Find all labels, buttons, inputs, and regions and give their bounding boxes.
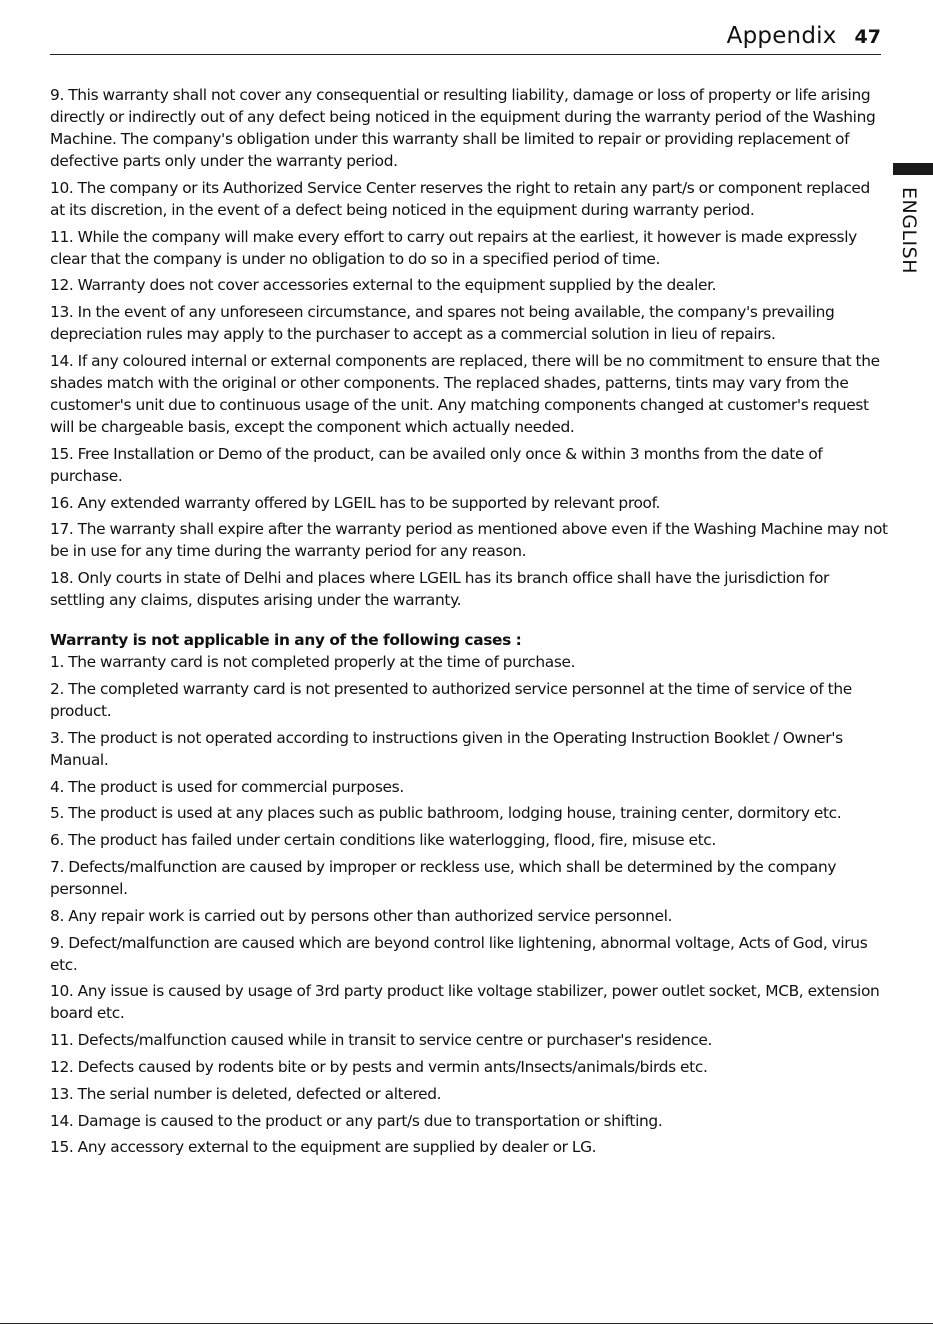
exclusion-item: 15. Any accessory external to the equipment are supplied by dealer or LG. (50, 1138, 597, 1157)
exclusion-item: 2. The completed warranty card is not presented to authorized service personnel at the time of service of the product. (50, 679, 852, 720)
warranty-terms-list (50, 84, 888, 611)
exclusions-heading: Warranty is not applicable in any of the following cases : (50, 631, 522, 650)
exclusion-item: 12. Defects caused by rodents bite or by pests and vermin ants/Insects/animals/birds etc. (50, 1057, 708, 1076)
warranty-term: 15. Free Installation or Demo of the product, can be availed only once & within 3 months from the date of purchase. (50, 444, 823, 485)
page-number: 47 (854, 26, 881, 48)
page-content (50, 84, 888, 1163)
exclusion-item: 6. The product has failed under certain conditions like waterlogging, flood, fire, misuse etc. (50, 831, 716, 850)
warranty-term: 12. Warranty does not cover accessories external to the equipment supplied by the dealer. (50, 276, 717, 295)
exclusion-item: 14. Damage is caused to the product or any part/s due to transportation or shifting. (50, 1111, 663, 1130)
language-tab-label: ENGLISH (898, 187, 920, 274)
exclusion-item: 7. Defects/malfunction are caused by improper or reckless use, which shall be determined by the company personnel. (50, 857, 837, 898)
exclusions-list (50, 651, 888, 1158)
warranty-term: 14. If any coloured internal or external components are replaced, there will be no commitment to ensure that the shades match with the original or other components. The replaced shades, patterns, tints may vary from the customer's unit due to continuous usage of the unit. Any matching components changed at customer's request will be chargeable basis, except the component which actually needed. (50, 351, 880, 436)
warranty-term: 16. Any extended warranty offered by LGEIL has to be supported by relevant proof. (50, 493, 661, 512)
exclusion-item: 8. Any repair work is carried out by persons other than authorized service personnel. (50, 906, 673, 925)
exclusion-item: 10. Any issue is caused by usage of 3rd party product like voltage stabilizer, power outlet socket, MCB, extension board etc. (50, 982, 880, 1023)
page-header (50, 18, 881, 55)
header-title-group (727, 23, 881, 49)
exclusion-item: 11. Defects/malfunction caused while in transit to service centre or purchaser's residence. (50, 1031, 713, 1050)
exclusion-item: 3. The product is not operated according to instructions given in the Operating Instruction Booklet / Owner's Manual. (50, 728, 843, 769)
warranty-term: 10. The company or its Authorized Service Center reserves the right to retain any part/s or component replaced at its discretion, in the event of a defect being noticed in the equipment during warranty period. (50, 178, 870, 219)
exclusion-item: 9. Defect/malfunction are caused which are beyond control like lightening, abnormal voltage, Acts of God, virus etc. (50, 933, 868, 974)
exclusion-item: 4. The product is used for commercial purposes. (50, 777, 404, 796)
exclusion-item: 13. The serial number is deleted, defected or altered. (50, 1084, 442, 1103)
warranty-term: 13. In the event of any unforeseen circumstance, and spares not being available, the company's prevailing depreciation rules may apply to the purchaser to accept as a commercial solution in lieu of repairs. (50, 303, 835, 344)
warranty-term: 17. The warranty shall expire after the warranty period as mentioned above even if the Washing Machine may not be in use for any time during the warranty period for any reason. (50, 520, 888, 561)
warranty-term: 11. While the company will make every effort to carry out repairs at the earliest, it however is made expressly clear that the company is under no obligation to do so in a specified period of time. (50, 227, 857, 268)
warranty-term: 18. Only courts in state of Delhi and places where LGEIL has its branch office shall have the jurisdiction for settling any claims, disputes arising under the warranty. (50, 569, 830, 610)
section-title: Appendix (726, 23, 837, 49)
exclusion-item: 1. The warranty card is not completed properly at the time of purchase. (50, 653, 576, 672)
language-tab-marker (893, 163, 933, 175)
warranty-term: 9. This warranty shall not cover any consequential or resulting liability, damage or loss of property or life arising directly or indirectly out of any defect being noticed in the equipment during the warranty period of the Washing Machine. The company's obligation under this warranty shall be limited to repair or providing replacement of defective parts only under the warranty period. (50, 86, 876, 170)
exclusion-item: 5. The product is used at any places such as public bathroom, lodging house, training center, dormitory etc. (50, 804, 842, 823)
